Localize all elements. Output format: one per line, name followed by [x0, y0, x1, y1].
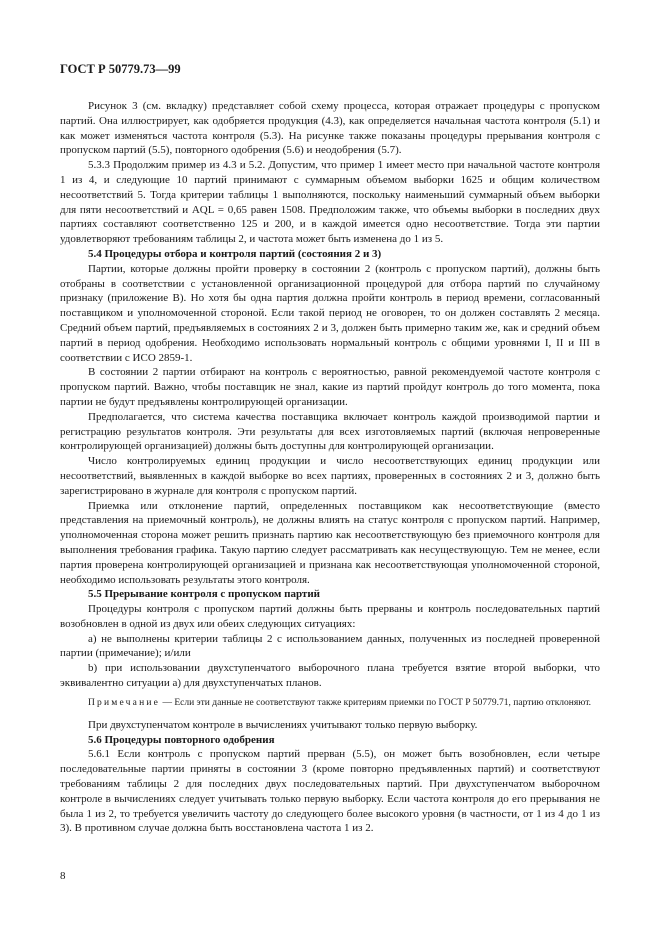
paragraph: Рисунок 3 (см. вкладку) представляет собой схему процесса, которая отражает процедуры с пропуском партий. Она иллюстрирует, как одобряется продукция (4.3), как определяется начальная частота контроля (5.1) и как может изменяться частота контроля (5.3). На рисунке также показаны процедуры прерывания контроля с пропуском партий (5.5), повторного одобрения (5.6) и неодобрения (5.7). — [60, 100, 600, 157]
paragraph: Партии, которые должны пройти проверку в состоянии 2 (контроль с пропуском партий), должны быть отобраны в соответствии с установленной организационной процедурой для отбора партий по случайному признаку (приложение В). Но хотя бы одна партия должна пройти контроль в период времени, согласованный поставщиком и уполномоченной стороной. Если такой период не оговорен, то он должен составлять 2 месяца. Средний объем партий, предъявляемых в состояниях 2 и 3, должен быть примерно таким же, как и средний объем партий в период одобрения. Необходимо использовать нормальный контроль с общими уровнями I, II и III в соответствии с ИСО 2859-1. — [60, 262, 600, 364]
document-body — [60, 99, 600, 836]
section-heading: 5.5 Прерывание контроля с пропуском партий — [88, 588, 321, 601]
section-heading: 5.6 Процедуры повторного одобрения — [88, 733, 275, 746]
paragraph: При двухступенчатом контроле в вычислениях учитывают только первую выборку. — [88, 718, 478, 731]
paragraph: В состоянии 2 партии отбирают на контроль с вероятностью, равной рекомендуемой частоте контроля с пропуском партий. Важно, чтобы поставщик не знал, какие из партий пройдут контроль до того момента, пока партии не будут предъявлены контролирующей организации. — [60, 366, 600, 408]
paragraph: а) не выполнены критерии таблицы 2 с использованием данных, полученных из последней проверенной партии (примечание); и/или — [60, 632, 600, 660]
paragraph: Предполагается, что система качества поставщика включает контроль каждой производимой партии и регистрацию результатов контроля. Эти результаты для всех изготовляемых партий (включая непроверенные контролирующей организацией) должны быть доступны для контролирующей организации. — [60, 410, 600, 453]
paragraph: 5.3.3 Продолжим пример из 4.3 и 5.2. Допустим, что пример 1 имеет место при начальной частоте контроля 1 из 4, и следующие 10 партий принимают с суммарным объемом выборки 1625 и общим количеством несоответствий 5. Тогда критерии таблицы 1 выполняются, поскольку наименьший суммарный объем выборки для пяти несоответствий и AQL = 0,65 равен 1508. Предположим также, что объемы выборки в последних двух партиях составляют соответственно 125 и 200, и в каждой имеется одно несоответствие. Тогда эти партии удовлетворяют требованиям таблицы 2, и частота может быть изменена до 1 из 5. — [60, 159, 600, 246]
paragraph: Приемка или отклонение партий, определенных поставщиком как несоответствующие (вместо представления на приемочный контроль), не должны влиять на статус контроля с пропуском партий. Например, уполномоченная сторона может решить признать партию как несоответствующую без приемочного контроля для выполнения требования графика. Такую партию следует рассматривать как несуществующую. Тем не менее, если партия проверена контролирующей организацией и признана как несоответствующая уполномоченной стороной, необходимо использовать результаты этого контроля. — [60, 499, 600, 586]
note — [60, 697, 600, 710]
note-text: — Если эти данные не соответствуют также критериям приемки по ГОСТ Р 50779.71, партию отклоняют. — [160, 697, 592, 708]
note-label: Примечание — [88, 697, 161, 708]
document-header: ГОСТ Р 50779.73—99 — [60, 62, 181, 76]
paragraph: b) при использовании двухступенчатого выборочного плана требуется взятие второй выборки, что эквивалентно ситуации а) для двухступенчатых планов. — [60, 662, 600, 690]
paragraph: 5.6.1 Если контроль с пропуском партий прерван (5.5), он может быть возобновлен, если четыре последовательные партии приняты в состоянии 3 (кроме повторно предъявленных партий) и соответствуют требованиям таблицы 2 для последних двух последовательных партий. При двухступенчатом выборочном контроле в вычислениях следует учитывать только первую выборку. Если частота контроля до его прерывания не была 1 из 2, то требуется увеличить частоту до следующего более высокого уровня (в частности, от 1 из 4 до 1 из 3). В противном случае должна быть восстановлена частота 1 из 2. — [60, 748, 600, 835]
paragraph: Число контролируемых единиц продукции и число несоответствующих единиц продукции или несоответствий, выявленных в каждой выборке во всех партиях, проверенных в состояниях 2 и 3, должно быть зарегистрировано в журнале для контроля с пропуском партий. — [60, 455, 600, 497]
page-number: 8 — [60, 870, 66, 882]
paragraph: Процедуры контроля с пропуском партий должны быть прерваны и контроль последовательных партий возобновлен в одной из двух или обеих следующих ситуациях: — [60, 603, 600, 630]
document-page — [60, 62, 600, 836]
section-heading: 5.4 Процедуры отбора и контроля партий (состояния 2 и 3) — [88, 247, 382, 260]
